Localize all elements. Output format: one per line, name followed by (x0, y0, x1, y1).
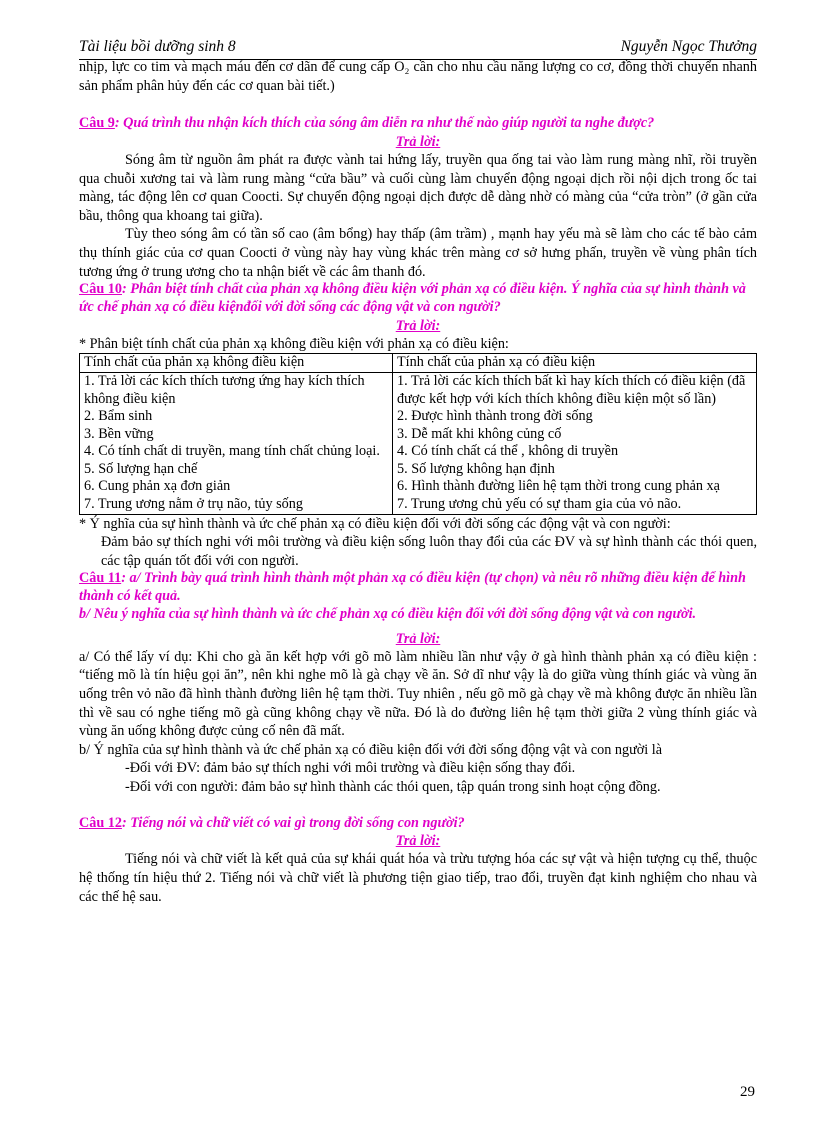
question-10 (79, 281, 757, 317)
right-item-5: 5. Số lượng không hạn định (397, 460, 555, 477)
reflex-comparison-table (79, 353, 757, 514)
left-item-7: 7. Trung ương nằm ở trụ não, tủy sống (84, 496, 303, 513)
intro-paragraph: nhịp, lực co tim và mạch máu đến cơ dãn để cung cấp O₂ cần cho nhu cầu năng lượng co cơ, đồng thời chuyển nhanh sản phẩm phân hủy đến các cơ quan bài tiết.) (79, 59, 757, 94)
right-item-4: 4. Có tính chất cá thể , không di truyền (397, 443, 619, 460)
answer-label-12: Trả lời: (395, 833, 441, 850)
question-12-number: Câu 12 (79, 814, 122, 831)
question-11-number: Câu 11 (79, 570, 122, 587)
answer-label-9: Trả lời: (395, 133, 441, 150)
table-row (80, 372, 757, 514)
question-11 (79, 570, 757, 606)
q11-paragraph-a: a/ Có thể lấy ví dụ: Khi cho gà ăn kết hợp với gõ mõ làm nhiều lần như vậy ở gà hình thành phản xạ có điều kiện : “tiếng mõ là tín hiệu gọi ăn”, nên khi nghe mõ là gà chạy về ăn. Sở dĩ như vậy là do giữa vùng thính giác và vùng ăn uống trên vỏ não đã hình thành đường liên hệ tạm thời. Tuy nhiên , nếu gõ mõ gà chạy về mà không được ăn nhiều lần thì về sau có nghe tiếng mõ gà cũng không chạy về nữa. Đó là do đường liên hệ tạm thời giữa 2 vùng thính giác và vùng ăn uống không được củng cố nên đã mất. (79, 648, 757, 740)
q9-paragraph-1: Sóng âm từ nguồn âm phát ra được vành tai hứng lấy, truyền qua ống tai vào làm rung màng nhĩ, rồi truyền qua chuỗi xương tai và làm rung màng “cửa bầu” và cuối cùng làm chuyển động ngoại dịch rồi nội dịch trong ốc tai màng, tác động lên cơ quan Coocti. Sự chuyển động ngoại dịch được dễ dàng nhờ có màng của “cửa tròn” (ở gần cửa bầu, thông qua khoang tai giữa). (79, 151, 757, 224)
page-number: 29 (740, 1084, 755, 1100)
table-intro: * Phân biệt tính chất của phản xạ không điều kiện với phản xạ có điều kiện: (79, 335, 509, 352)
q11-paragraph-b: b/ Ý nghĩa của sự hình thành và ức chế phản xạ có điều kiện đối với đời sống động vật và con người là (79, 741, 662, 758)
question-9-text: : Quá trình thu nhận kích thích của sóng âm diễn ra như thế nào giúp người ta nghe được? (114, 115, 655, 132)
question-10-number: Câu 10 (79, 281, 122, 298)
q11-list-item-1: -Đối với ĐV: đảm bảo sự thích nghi với môi trường và điều kiện sống thay đổi. (125, 760, 576, 777)
q12-paragraph: Tiếng nói và chữ viết là kết quả của sự khái quát hóa và trừu tượng hóa các sự vật và hiện tượng cụ thể, thuộc hệ thống tín hiệu thứ 2. Tiếng nói và chữ viết là phương tiện giao tiếp, trao đổi, truyền đạt kinh nghiệm cho nhau và các thế hệ sau. (79, 851, 757, 905)
left-item-6: 6. Cung phản xạ đơn giản (84, 478, 231, 495)
q11-list-item-2: -Đối với con người: đảm bảo sự hình thành các thói quen, tập quán trong sinh hoạt cộng đồng. (125, 779, 661, 795)
question-12 (79, 815, 757, 833)
left-item-4: 4. Có tính chất di truyền, mang tính chất chủng loại. (84, 443, 380, 460)
question-9-number: Câu 9 (79, 115, 115, 132)
table-cell-conditioned (393, 372, 757, 514)
question-11-part-b: b/ Nêu ý nghĩa của sự hình thành và ức chế phản xạ có điều kiện đối với đời sống động vật và con người. (79, 606, 697, 623)
answer-label-10: Trả lời: (395, 317, 441, 334)
header-author: Nguyễn Ngọc Thưởng (620, 38, 757, 55)
answer-label-11: Trả lời: (395, 630, 441, 647)
question-12-text: : Tiếng nói và chữ viết có vai gì trong đời sống con người? (121, 814, 465, 831)
right-item-3: 3. Dễ mất khi không củng cố (397, 425, 562, 442)
left-item-2: 2. Bẩm sinh (84, 408, 153, 425)
table-header-conditioned: Tính chất của phản xạ có điều kiện (393, 354, 757, 373)
meaning-heading: * Ý nghĩa của sự hình thành và ức chế phản xạ có điều kiện đối với đời sống các động vật và con người: (79, 515, 671, 532)
left-item-5: 5. Số lượng hạn chế (84, 460, 198, 477)
header-doc-title: Tài liệu bồi dưỡng sinh 8 (79, 38, 236, 55)
question-10-text: : Phân biệt tính chất của phản xạ không điều kiện với phản xạ có điều kiện. Ý nghĩa của sự hình thành và ức chế phản xạ có điều kiệnđối với đời sống các động vật và con người? (79, 281, 746, 315)
right-item-7: 7. Trung ương chủ yếu có sự tham gia của vỏ não. (397, 496, 682, 513)
question-11-text: : a/ Trình bày quá trình hình thành một phản xạ có điều kiện (tự chọn) và nêu rõ những điều kiện để hình thành có kết quả. (79, 570, 746, 605)
table-header-row (80, 354, 757, 373)
meaning-paragraph: Đảm bảo sự thích nghi với môi trường và điều kiện sống luôn thay đổi của các ĐV và sự hình thành các thói quen, các tập quán tốt đối với con người. (101, 534, 757, 569)
right-item-1: 1. Trả lời các kích thích bất kì hay kích thích có điều kiện (đã được kết hợp với kích thích không điều kiện một số lần) (397, 372, 746, 407)
right-item-2: 2. Được hình thành trong đời sống (397, 408, 593, 425)
right-item-6: 6. Hình thành đường liên hệ tạm thời trong cung phản xạ (397, 478, 720, 495)
table-cell-unconditioned (80, 372, 393, 514)
page-header (79, 37, 757, 60)
question-9 (79, 115, 757, 133)
left-item-3: 3. Bền vững (84, 425, 154, 442)
table-header-unconditioned: Tính chất của phản xạ không điều kiện (80, 354, 393, 373)
left-item-1: 1. Trả lời các kích thích tương ứng hay kích thích không điều kiện (84, 372, 365, 407)
q9-paragraph-2: Tùy theo sóng âm có tần số cao (âm bổng) hay thấp (âm trầm) , mạnh hay yếu mà sẽ làm cho các tế bào cảm thụ thính giác của cơ quan Coocti ở vùng này hay vùng khác trên màng cơ sở hưng phấn, truyền về vùng phân tích tương ứng ở trung ương cho ta nhận biết về các âm thanh đó. (79, 226, 757, 280)
page-content (79, 58, 757, 906)
